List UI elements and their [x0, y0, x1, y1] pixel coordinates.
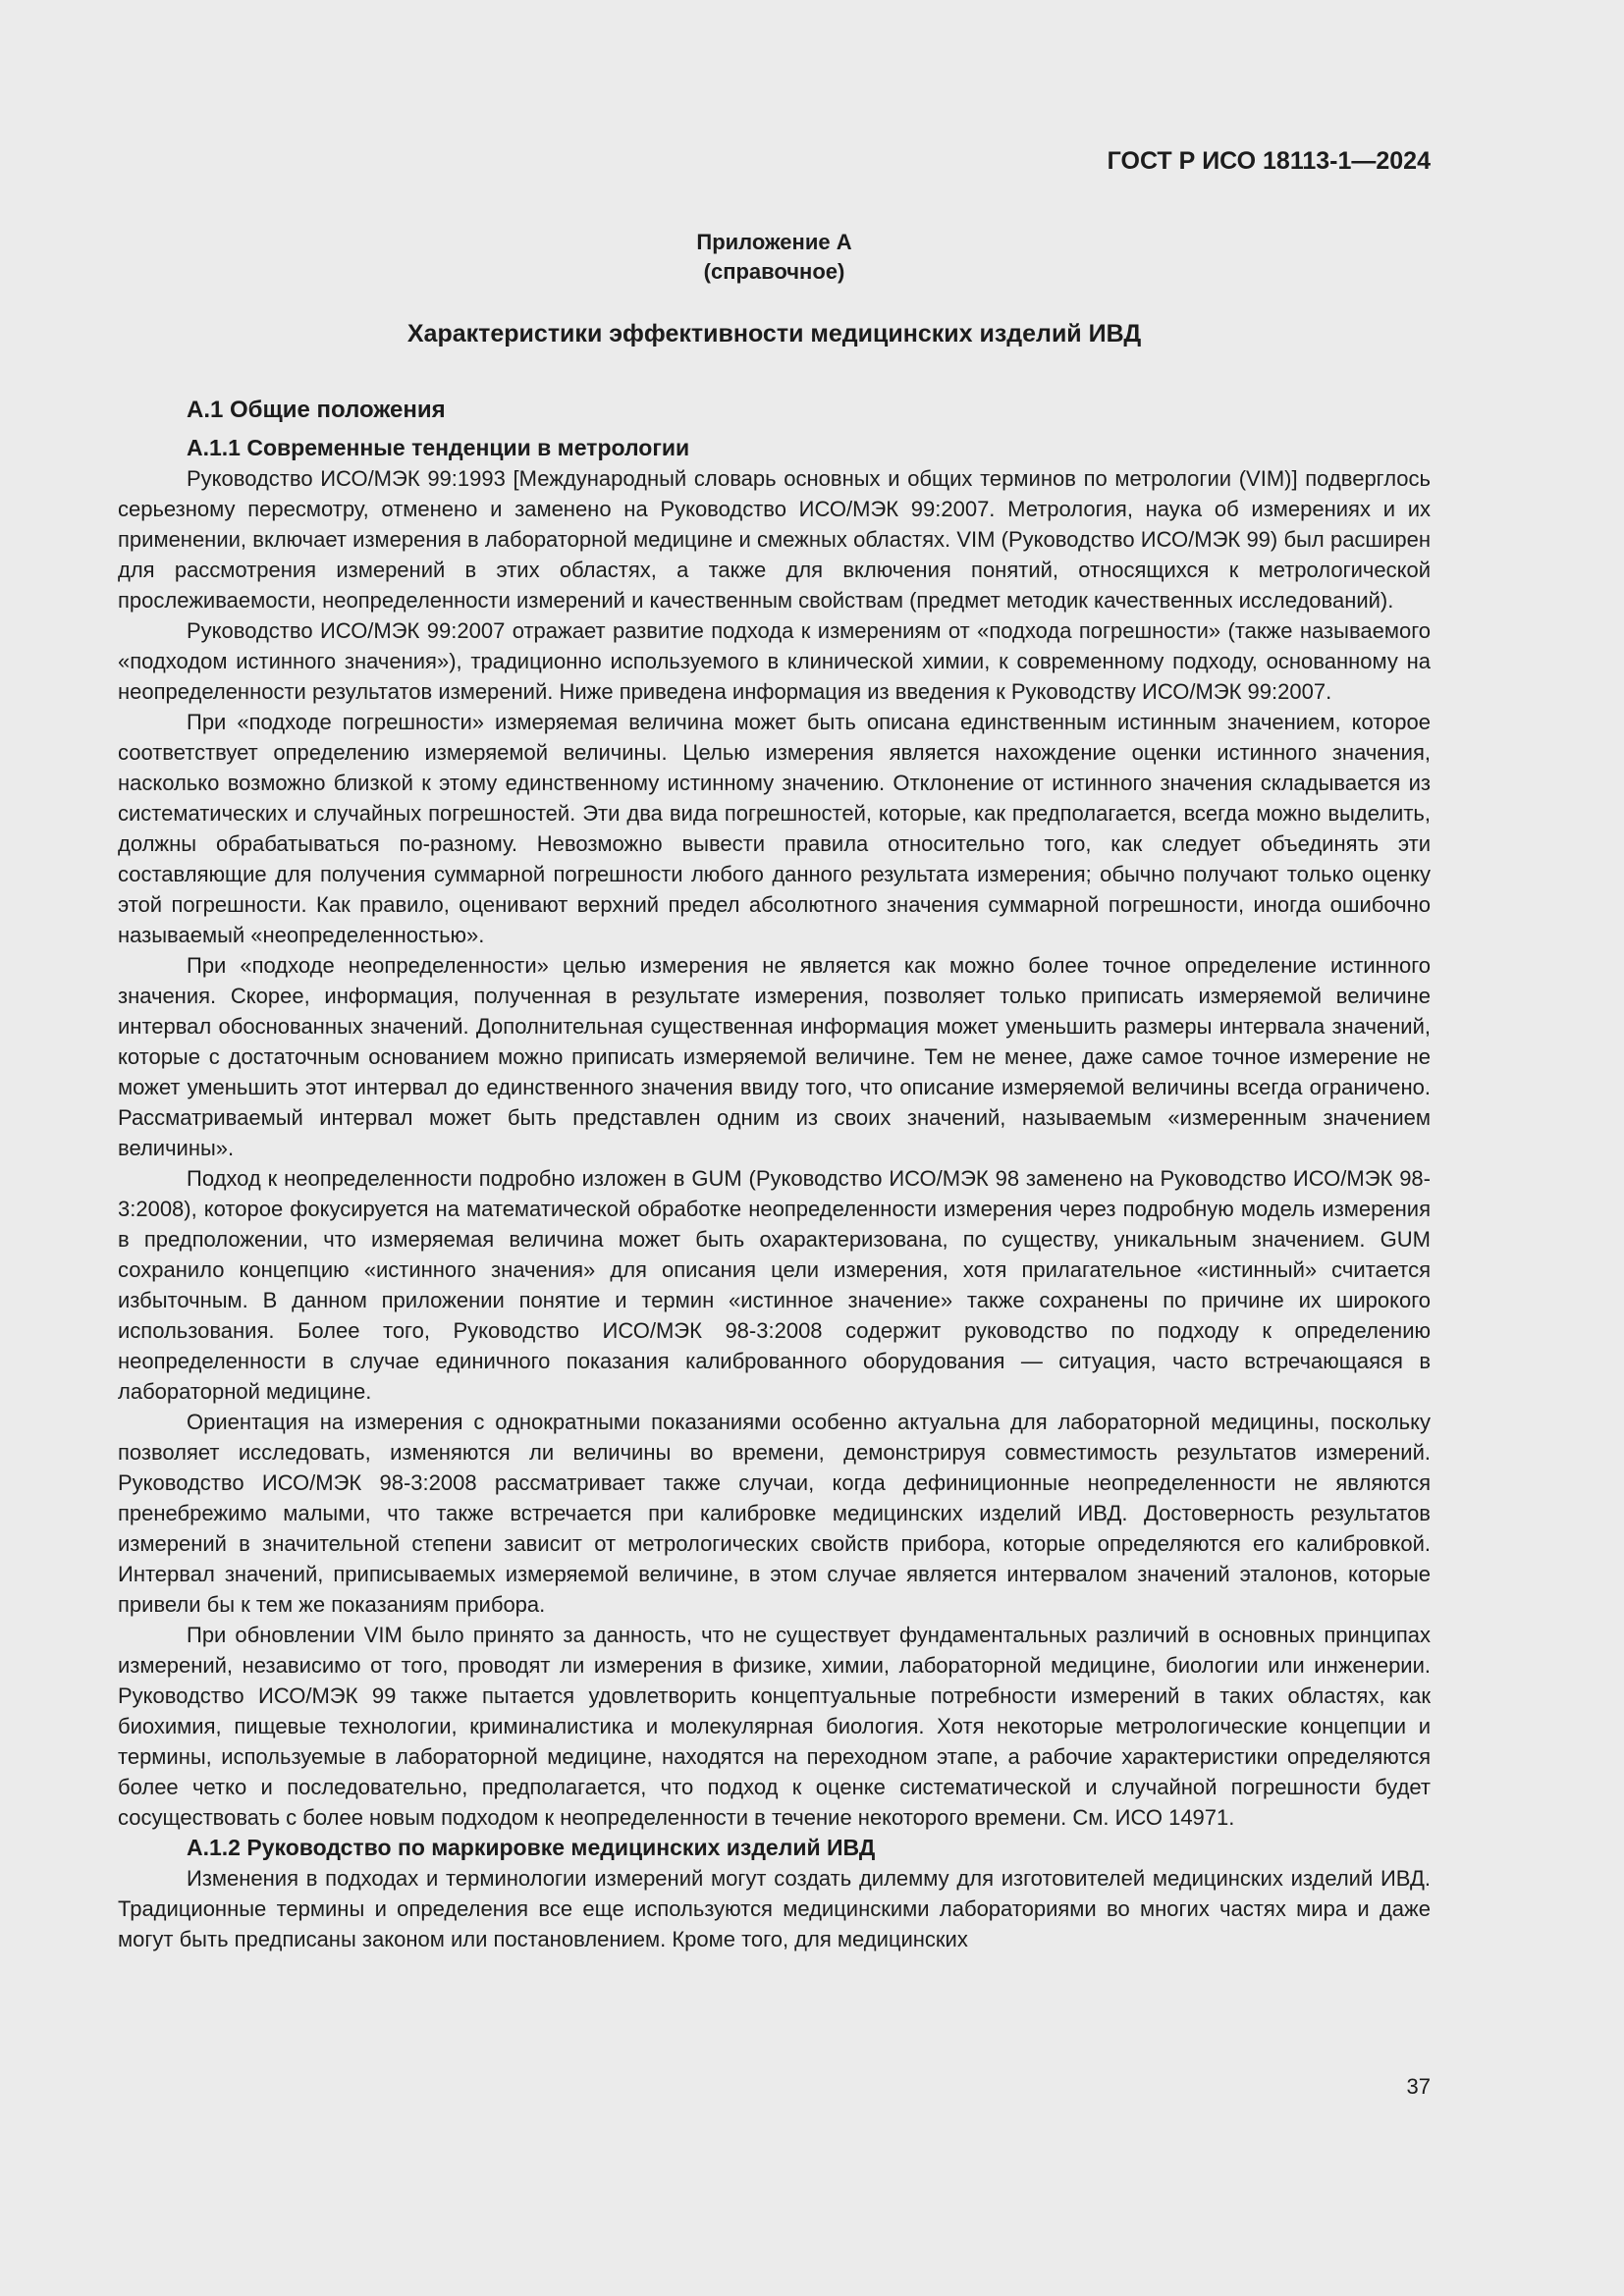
- annex-status: (справочное): [703, 259, 845, 284]
- page-number: 37: [1406, 2074, 1431, 2099]
- paragraph: При «подходе неопределенности» целью измерения не является как можно более точное определение истинного значения. Скорее, информация, полученная в результате измерения, позволяет только приписать измеряемой величине интервал обоснованных значений. Дополнительная существенная информация может уменьшить размеры интервала значений, которые с достаточным основанием можно приписать измеряемой величине. Тем не менее, даже самое точное измерение не может уменьшить этот интервал до единственного значения ввиду того, что описание измеряемой величины всегда ограничено. Рассматриваемый интервал может быть представлен одним из своих значений, называемым «измеренным значением величины».: [118, 953, 1431, 1160]
- section-heading-a1: А.1 Общие положения: [187, 397, 446, 423]
- paragraph: Руководство ИСО/МЭК 99:2007 отражает развитие подхода к измерениям от «подхода погрешности» (также называемого «подходом истинного значения»), традиционно используемого в клинической химии, к современному подходу, основанному на неопределенности результатов измерений. Ниже приведена информация из введения к Руководству ИСО/МЭК 99:2007.: [118, 618, 1431, 704]
- paragraph: При «подходе погрешности» измеряемая величина может быть описана единственным истинным значением, которое соответствует определению измеряемой величины. Целью измерения является нахождение оценки истинного значения, насколько возможно близкой к этому единственному истинному значению. Отклонение от истинного значения складывается из систематических и случайных погрешностей. Эти два вида погрешностей, которые, как предполагается, всегда можно выделить, должны обрабатываться по-разному. Невозможно вывести правила относительно того, как следует объединять эти составляющие для получения суммарной погрешности любого данного результата измерения; обычно получают только оценку этой погрешности. Как правило, оценивают верхний предел абсолютного значения суммарной погрешности, иногда ошибочно называемый «неопределенностью».: [118, 710, 1431, 947]
- body-text: [118, 395, 1431, 1954]
- document-code: ГОСТ Р ИСО 18113-1—2024: [1107, 147, 1431, 175]
- paragraph: Подход к неопределенности подробно изложен в GUM (Руководство ИСО/МЭК 98 заменено на Руководство ИСО/МЭК 98-3:2008), которое фокусируется на математической обработке неопределенности измерения через подробную модель измерения в предположении, что измеряемая величина может быть охарактеризована, по существу, уникальным значением. GUM сохранило концепцию «истинного значения» для описания цели измерения, хотя прилагательное «истинный» считается избыточным. В данном приложении понятие и термин «истинное значение» также сохранены по причине их широкого использования. Более того, Руководство ИСО/МЭК 98-3:2008 содержит руководство по подходу к определению неопределенности в случае единичного показания калиброванного оборудования — ситуация, часто встречающаяся в лабораторной медицине.: [118, 1166, 1431, 1404]
- paragraph: Изменения в подходах и терминологии измерений могут создать дилемму для изготовителей медицинских изделий ИВД. Традиционные термины и определения все еще используются медицинскими лабораториями во многих частях мира и даже могут быть предписаны законом или постановлением. Кроме того, для медицинских: [118, 1866, 1431, 1951]
- section-heading-a1-1: А.1.1 Современные тенденции в метрологии: [187, 435, 690, 460]
- paragraph: Руководство ИСО/МЭК 99:1993 [Международный словарь основных и общих терминов по метрологии (VIM)] подверглось серьезному пересмотру, отменено и заменено на Руководство ИСО/МЭК 99:2007. Метрология, наука об измерениях и их применении, включает измерения в лабораторной медицине и смежных областях. VIM (Руководство ИСО/МЭК 99) был расширен для рассмотрения измерений в этих областях, а также для включения понятий, относящихся к метрологической прослеживаемости, неопределенности измерений и качественным свойствам (предмет методик качественных исследований).: [118, 466, 1431, 613]
- annex-label: Приложение А: [696, 230, 852, 254]
- section-heading-a1-2: А.1.2 Руководство по маркировке медицинских изделий ИВД: [187, 1835, 876, 1860]
- paragraph: Ориентация на измерения с однократными показаниями особенно актуальна для лабораторной медицины, поскольку позволяет исследовать, изменяются ли величины во времени, демонстрируя совместимость результатов измерений. Руководство ИСО/МЭК 98-3:2008 рассматривает также случаи, когда дефиниционные неопределенности не являются пренебрежимо малыми, что также встречается при калибровке медицинских изделий ИВД. Достоверность результатов измерений в значительной степени зависит от метрологических свойств прибора, которые определяются его калибровкой. Интервал значений, приписываемых измеряемой величине, в этом случае является интервалом значений эталонов, которые привели бы к тем же показаниям прибора.: [118, 1410, 1431, 1617]
- annex-title: Характеристики эффективности медицинских изделий ИВД: [406, 320, 1142, 347]
- paragraph: При обновлении VIM было принято за данность, что не существует фундаментальных различий в основных принципах измерений, независимо от того, проводят ли измерения в физике, химии, лабораторной медицине, биологии или инженерии. Руководство ИСО/МЭК 99 также пытается удовлетворить концептуальные потребности измерений в таких областях, как биохимия, пищевые технологии, криминалистика и молекулярная биология. Хотя некоторые метрологические концепции и термины, используемые в лабораторной медицине, находятся на переходном этапе, а рабочие характеристики определяются более четко и последовательно, предполагается, что подход к оценке систематической и случайной погрешности будет сосуществовать с более новым подходом к неопределенности в течение некоторого времени. См. ИСО 14971.: [118, 1623, 1431, 1830]
